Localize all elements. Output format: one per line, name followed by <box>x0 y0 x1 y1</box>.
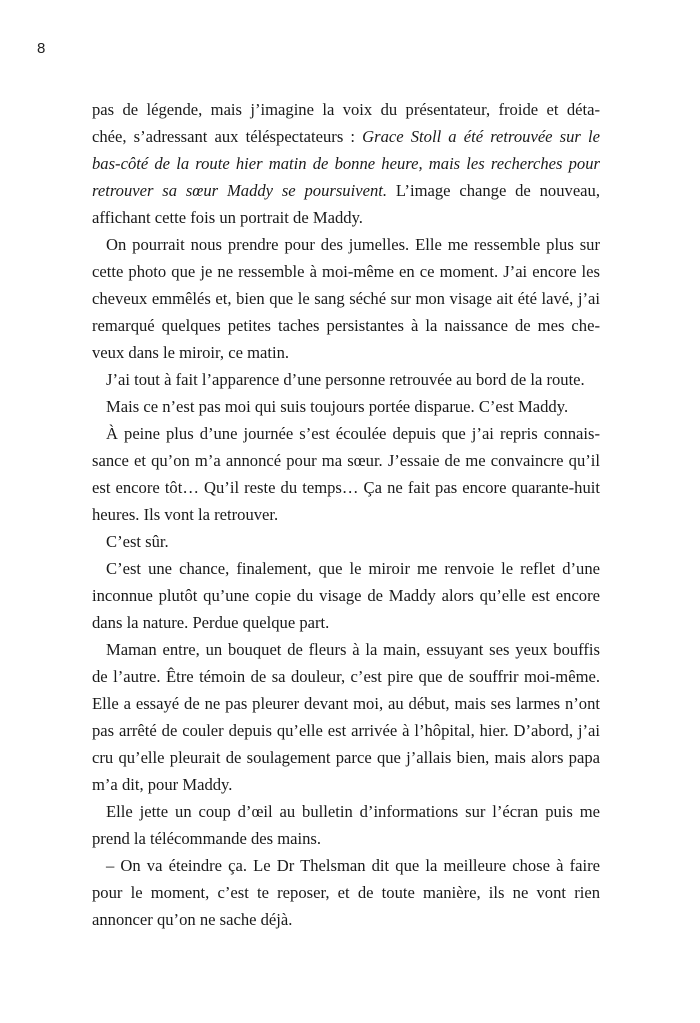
body-text <box>92 96 600 933</box>
text-line <box>92 447 600 474</box>
paragraph <box>92 528 600 555</box>
text-line <box>92 528 600 555</box>
text-line <box>92 177 600 204</box>
italic-text: retrouver sa sœur Maddy se poursuivent. <box>92 181 387 200</box>
text-line <box>92 906 600 933</box>
text-span: prend la télécommande des mains. <box>92 829 322 848</box>
text-span: On pourrait nous prendre pour des jumelles. Elle me ressemble plus sur <box>106 235 600 254</box>
text-span: Elle jette un coup d’œil au bulletin d’informations sur l’écran puis me <box>106 802 600 821</box>
text-line <box>92 609 600 636</box>
page-number: 8 <box>37 40 46 57</box>
text-span: cette photo que je ne ressemble à moi-même en ce moment. J’ai encore les <box>92 262 600 281</box>
text-span: annoncer qu’on ne sache déjà. <box>92 910 293 929</box>
text-span: dans la nature. Perdue quelque part. <box>92 613 330 632</box>
text-line <box>92 258 600 285</box>
text-line <box>92 285 600 312</box>
text-span: C’est sûr. <box>106 532 169 551</box>
text-span: Elle a essayé de ne pas pleurer devant moi, au début, mais ses larmes n’ont <box>92 694 600 713</box>
text-span: m’a dit, pour Maddy. <box>92 775 233 794</box>
text-line <box>92 798 600 825</box>
text-line <box>92 231 600 258</box>
paragraph <box>92 393 600 420</box>
text-line <box>92 825 600 852</box>
italic-text: bas-côté de la route hier matin de bonne heure, mais les recherches pour <box>92 154 600 173</box>
text-line <box>92 96 600 123</box>
text-line <box>92 771 600 798</box>
text-span: de l’autre. Être témoin de sa douleur, c’est pire que de souffrir moi-même. <box>92 667 600 686</box>
text-line <box>92 663 600 690</box>
text-span: cru qu’elle pleurait de soulagement parce que j’allais bien, mais alors papa <box>92 748 600 767</box>
text-span: pas de légende, mais j’imagine la voix du présentateur, froide et déta- <box>92 100 600 119</box>
text-span: inconnue plutôt qu’une copie du visage de Maddy alors qu’elle est encore <box>92 586 600 605</box>
text-span: pour le moment, c’est te reposer, et de toute manière, ils ne vont rien <box>92 883 600 902</box>
text-line <box>92 582 600 609</box>
text-line <box>92 204 600 231</box>
text-span: cheveux emmêlés et, bien que le sang séché sur mon visage ait été lavé, j’ai <box>92 289 600 308</box>
text-line <box>92 420 600 447</box>
text-line <box>92 717 600 744</box>
text-line <box>92 312 600 339</box>
text-line <box>92 150 600 177</box>
paragraph <box>92 555 600 636</box>
text-span: remarqué quelques petites taches persistantes à la naissance de mes che- <box>92 316 600 335</box>
paragraph <box>92 96 600 231</box>
text-span: L’image change de nouveau, <box>387 181 600 200</box>
text-line <box>92 474 600 501</box>
paragraph <box>92 636 600 798</box>
text-span: À peine plus d’une journée s’est écoulée depuis que j’ai repris connais- <box>106 424 600 443</box>
text-span: J’ai tout à fait l’apparence d’une personne retrouvée au bord de la route. <box>106 370 585 389</box>
paragraph <box>92 231 600 366</box>
paragraph <box>92 852 600 933</box>
text-span: heures. Ils vont la retrouver. <box>92 505 279 524</box>
text-line <box>92 879 600 906</box>
text-line <box>92 852 600 879</box>
text-span: Maman entre, un bouquet de fleurs à la main, essuyant ses yeux bouffis <box>106 640 600 659</box>
text-line <box>92 636 600 663</box>
text-span: C’est une chance, finalement, que le miroir me renvoie le reflet d’une <box>106 559 600 578</box>
text-span: est encore tôt… Qu’il reste du temps… Ça ne fait pas encore quarante-huit <box>92 478 600 497</box>
text-line <box>92 393 600 420</box>
text-span: veux dans le miroir, ce matin. <box>92 343 290 362</box>
text-span: pas arrêté de couler depuis qu’elle est arrivée à l’hôpital, hier. D’abord, j’ai <box>92 721 600 740</box>
text-line <box>92 123 600 150</box>
text-span: sance et qu’on m’a annoncé pour ma sœur. J’essaie de me convaincre qu’il <box>92 451 600 470</box>
paragraph <box>92 798 600 852</box>
paragraph <box>92 420 600 528</box>
text-span: affichant cette fois un portrait de Maddy. <box>92 208 363 227</box>
italic-text: Grace Stoll a été retrouvée sur le <box>362 127 600 146</box>
text-span: Mais ce n’est pas moi qui suis toujours portée disparue. C’est Maddy. <box>106 397 569 416</box>
text-line <box>92 690 600 717</box>
text-span: chée, s’adressant aux téléspectateurs : <box>92 127 363 146</box>
text-line <box>92 366 600 393</box>
paragraph <box>92 366 600 393</box>
text-line <box>92 501 600 528</box>
text-span: – On va éteindre ça. Le Dr Thelsman dit que la meilleure chose à faire <box>106 856 600 875</box>
text-line <box>92 339 600 366</box>
text-line <box>92 744 600 771</box>
text-line <box>92 555 600 582</box>
